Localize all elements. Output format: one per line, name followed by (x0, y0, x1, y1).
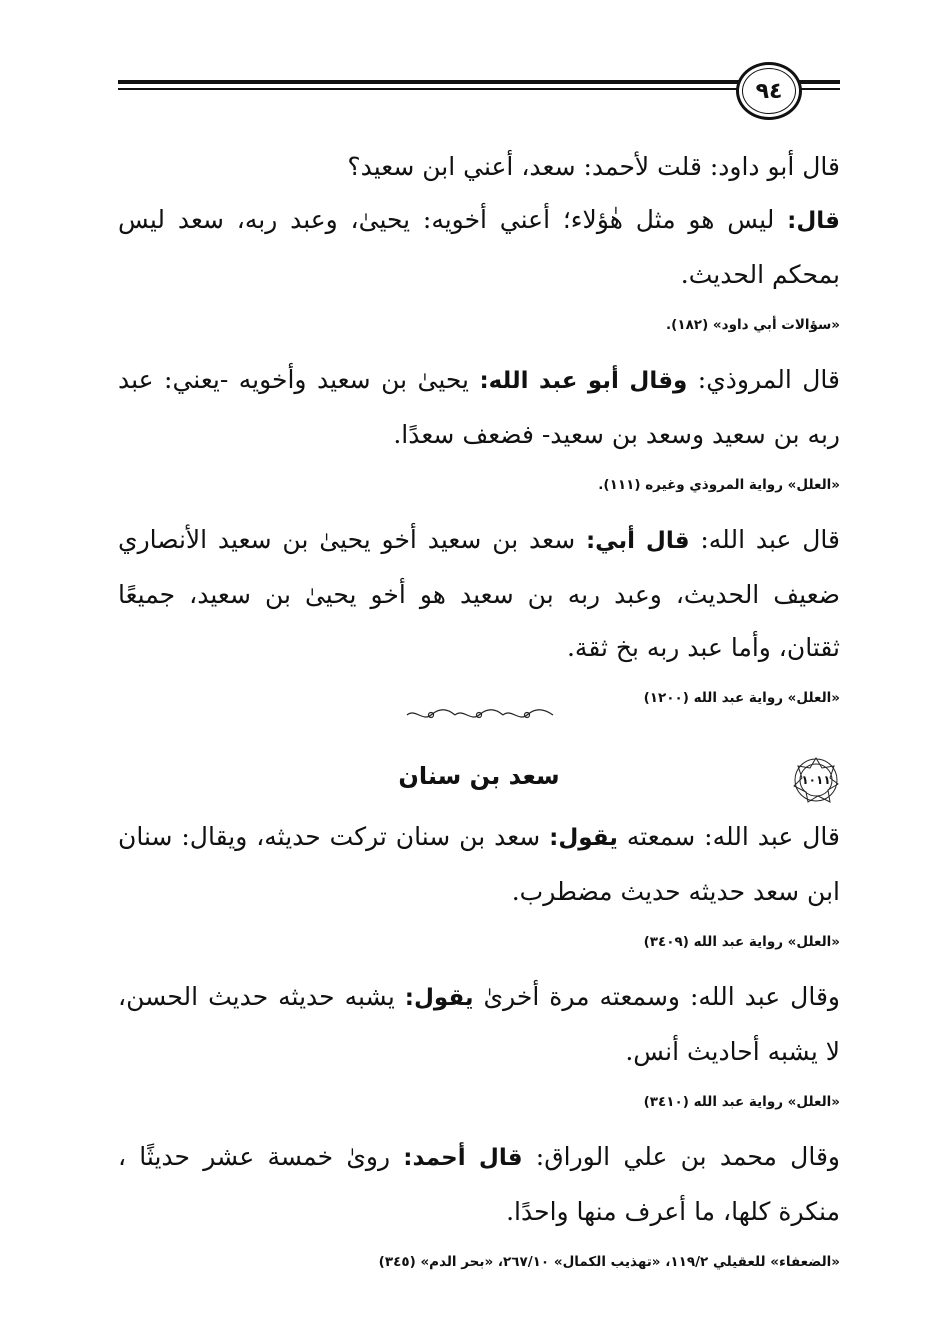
entry-number: ١٠١١ (801, 773, 831, 787)
paragraph-text: وقال محمد بن علي الوراق: (522, 1142, 840, 1171)
speaker-label: يقول: (404, 985, 474, 1011)
paragraph-text: سعد بن سعيد أخو يحيىٰ بن سعيد الأنصاري ضعيف الحديث، وعبد ربه بن سعيد هو أخو يحيىٰ بن سعيد، جميعًا ثقتان، وأما عبد ربه بخ ثقة. (118, 525, 840, 662)
paragraph-text: قال أبو داود: قلت لأحمد: سعد، أعني ابن سعيد؟ (347, 152, 840, 181)
paragraph-text: ليس هو مثل هٰؤلاء؛ أعني أخويه: يحيىٰ، وعبد ربه، سعد ليس بمحكم الحديث. (118, 205, 840, 289)
source-citation: «العلل» رواية عبد الله (٣٤٠٩) (643, 934, 840, 950)
speaker-label: وقال أبو عبد الله: (479, 368, 688, 394)
paragraph (118, 513, 840, 674)
paragraph (118, 970, 840, 1078)
page-number-ring (742, 68, 796, 114)
header-rule (118, 80, 840, 94)
paragraph-text: سعد بن سنان تركت حديثه، ويقال: سنان ابن سعد حديثه حديث مضطرب. (118, 822, 840, 906)
speaker-label: يقول: (549, 825, 618, 851)
paragraph-text: رویٰ خمسة عشر حديثًا ، منكرة كلها، ما أعرف منها واحدًا. (118, 1142, 840, 1226)
page-number-badge (736, 62, 802, 120)
paragraph (118, 810, 840, 918)
entry-title: سعد بن سنان (398, 762, 560, 790)
source-citation: «العلل» رواية المروذي وغيره (١١١). (598, 477, 840, 493)
ornament-divider-icon (405, 706, 555, 724)
paragraph-text: قال عبد الله: سمعته (617, 822, 840, 851)
page-number: ٩٤ (755, 78, 783, 104)
paragraph-text: قال المروذي: (687, 365, 840, 394)
source-citation: «العلل» رواية عبد الله (١٢٠٠) (643, 690, 840, 706)
paragraph (118, 193, 840, 301)
speaker-label: قال أبي: (585, 528, 690, 554)
header-rule-thick (118, 80, 840, 84)
entry-heading (118, 756, 840, 806)
source-citation: «سؤالات أبي داود» (١٨٢). (666, 317, 840, 333)
speaker-label: قال: (787, 208, 840, 234)
speaker-label: قال أحمد: (403, 1145, 523, 1171)
paragraph-text: وقال عبد الله: وسمعته مرة أخرىٰ (473, 982, 840, 1011)
source-citation: «العلل» رواية عبد الله (٣٤١٠) (643, 1094, 840, 1110)
paragraph-text: قال عبد الله: (689, 525, 840, 554)
paragraph-text: يشبه حديثه حديث الحسن، لا يشبه أحاديث أنس. (118, 982, 840, 1066)
header-rule-thin (118, 88, 840, 90)
paragraph (118, 140, 840, 193)
section-previous-entry (118, 140, 840, 726)
paragraph (118, 1130, 840, 1238)
source-citation: «الضعفاء» للعقيلي ١١٩/٢، «تهذيب الكمال» ٢٦٧/١٠، «بحر الدم» (٣٤٥) (378, 1254, 840, 1270)
paragraph-text: يحيىٰ بن سعيد وأخويه -يعني: عبد ربه بن سعيد وسعد بن سعيد- فضعف سعدًا. (118, 365, 840, 449)
paragraph (118, 353, 840, 461)
section-entry-body (118, 810, 840, 1290)
